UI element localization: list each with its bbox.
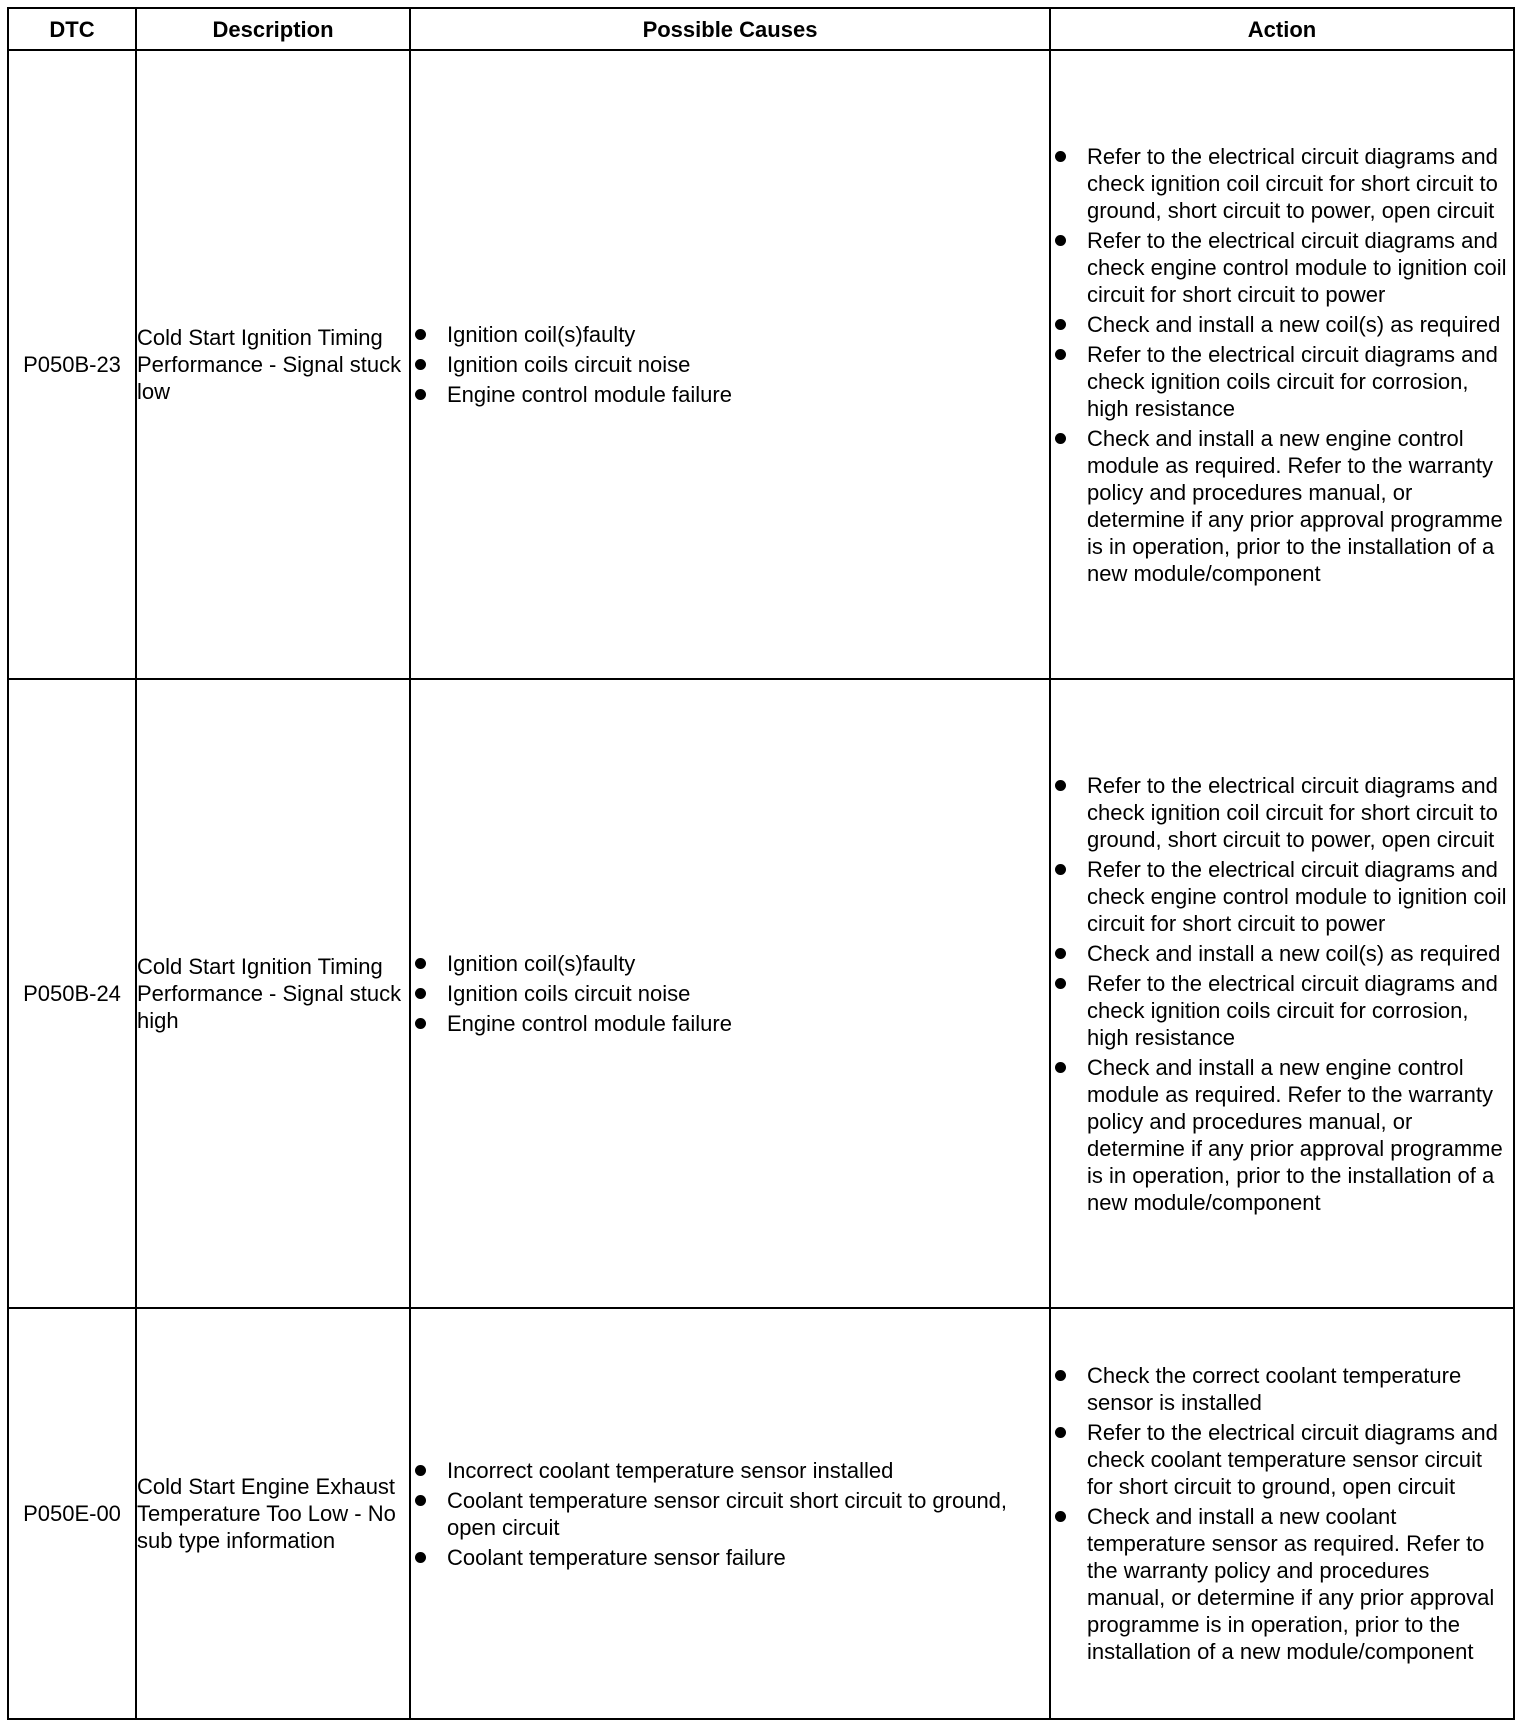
header-action: Action [1050, 8, 1514, 50]
cause-item: Incorrect coolant temperature sensor installed [411, 1457, 1049, 1484]
actions [1050, 679, 1514, 1308]
action-item: Check and install a new engine control module as required. Refer to the warranty policy and procedures manual, or determine if any prior approval programme is in operation, prior to the installation of a new module/component [1051, 1054, 1513, 1216]
dtc-description: Cold Start Ignition Timing Performance - Signal stuck high [136, 679, 410, 1308]
cause-item: Ignition coil(s)faulty [411, 321, 1049, 348]
cause-item: Engine control module failure [411, 381, 1049, 408]
cause-item: Engine control module failure [411, 1010, 1049, 1037]
header-row [8, 8, 1514, 50]
cause-item: Coolant temperature sensor circuit short circuit to ground, open circuit [411, 1487, 1049, 1541]
causes-list [411, 321, 1049, 408]
action-item: Refer to the electrical circuit diagrams and check engine control module to ignition coil circuit for short circuit to power [1051, 227, 1513, 308]
table-row [8, 50, 1514, 679]
actions-list [1051, 1362, 1513, 1665]
action-item: Refer to the electrical circuit diagrams and check ignition coil circuit for short circuit to ground, short circuit to power, open circuit [1051, 143, 1513, 224]
action-item: Refer to the electrical circuit diagrams and check ignition coils circuit for corrosion, high resistance [1051, 970, 1513, 1051]
possible-causes [410, 1308, 1050, 1719]
dtc-code: P050B-24 [8, 679, 136, 1308]
action-item: Check and install a new coil(s) as required [1051, 940, 1513, 967]
action-item: Refer to the electrical circuit diagrams and check engine control module to ignition coil circuit for short circuit to power [1051, 856, 1513, 937]
cause-item: Coolant temperature sensor failure [411, 1544, 1049, 1571]
action-item: Check and install a new coil(s) as required [1051, 311, 1513, 338]
cause-item: Ignition coils circuit noise [411, 980, 1049, 1007]
action-item: Refer to the electrical circuit diagrams and check ignition coil circuit for short circuit to ground, short circuit to power, open circuit [1051, 772, 1513, 853]
header-possible-causes: Possible Causes [410, 8, 1050, 50]
actions [1050, 1308, 1514, 1719]
causes-list [411, 950, 1049, 1037]
actions-list [1051, 143, 1513, 587]
header-description: Description [136, 8, 410, 50]
table-row [8, 1308, 1514, 1719]
action-item: Check and install a new engine control module as required. Refer to the warranty policy and procedures manual, or determine if any prior approval programme is in operation, prior to the installation of a new module/component [1051, 425, 1513, 587]
possible-causes [410, 679, 1050, 1308]
possible-causes [410, 50, 1050, 679]
dtc-code: P050B-23 [8, 50, 136, 679]
table-row [8, 679, 1514, 1308]
dtc-table [7, 7, 1515, 1720]
cause-item: Ignition coil(s)faulty [411, 950, 1049, 977]
action-item: Refer to the electrical circuit diagrams and check ignition coils circuit for corrosion, high resistance [1051, 341, 1513, 422]
actions [1050, 50, 1514, 679]
header-dtc: DTC [8, 8, 136, 50]
dtc-description: Cold Start Engine Exhaust Temperature Too Low - No sub type information [136, 1308, 410, 1719]
action-item: Check and install a new coolant temperature sensor as required. Refer to the warranty policy and procedures manual, or determine if any prior approval programme is in operation, prior to the installation of a new module/component [1051, 1503, 1513, 1665]
dtc-description: Cold Start Ignition Timing Performance - Signal stuck low [136, 50, 410, 679]
action-item: Check the correct coolant temperature sensor is installed [1051, 1362, 1513, 1416]
action-item: Refer to the electrical circuit diagrams and check coolant temperature sensor circuit for short circuit to ground, open circuit [1051, 1419, 1513, 1500]
causes-list [411, 1457, 1049, 1571]
cause-item: Ignition coils circuit noise [411, 351, 1049, 378]
actions-list [1051, 772, 1513, 1216]
dtc-code: P050E-00 [8, 1308, 136, 1719]
